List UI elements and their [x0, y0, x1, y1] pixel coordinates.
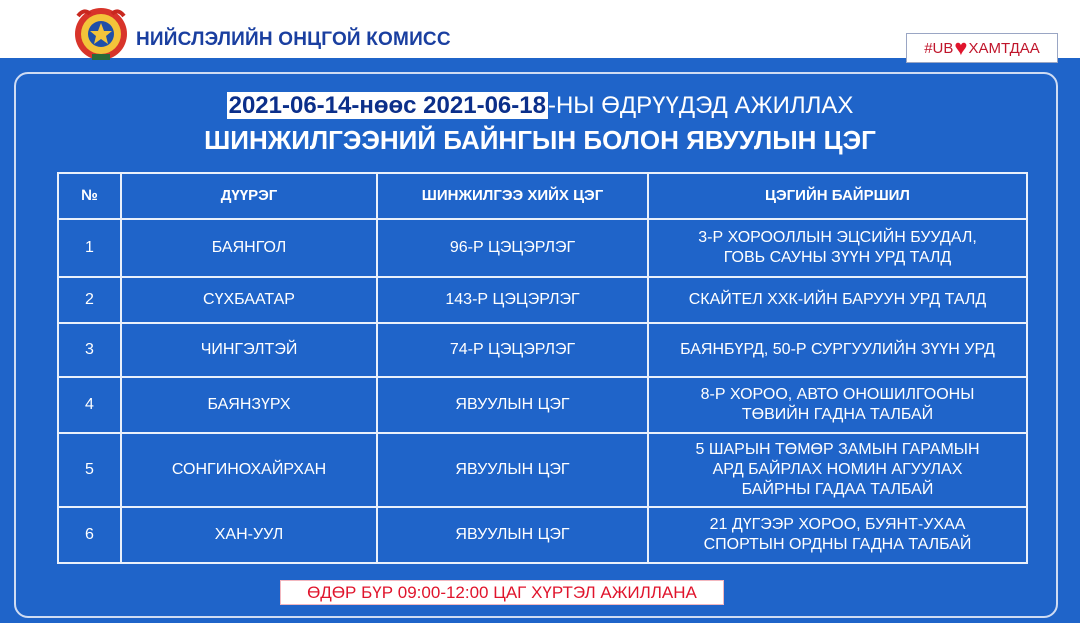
- state-emblem-icon: [72, 4, 130, 64]
- row-number: 1: [58, 219, 121, 277]
- row-district: СҮХБААТАР: [121, 277, 377, 323]
- header-district: ДҮҮРЭГ: [121, 173, 377, 219]
- hashtag-suffix: ХАМТДАА: [968, 39, 1040, 57]
- date-range: 2021-06-14-нөөс 2021-06-18: [228, 92, 546, 119]
- row-number: 2: [58, 277, 121, 323]
- row-location: [648, 219, 1027, 277]
- row-location: [648, 377, 1027, 433]
- row-location: [648, 507, 1027, 563]
- row-number: 4: [58, 377, 121, 433]
- location-line: АРД БАЙРЛАХ НОМИН АГУУЛАХ: [712, 461, 963, 478]
- row-location: [648, 277, 1027, 323]
- page-title-line1: [0, 92, 1080, 120]
- location-line: 3-Р ХОРООЛЛЫН ЭЦСИЙН БУУДАЛ,: [698, 229, 977, 246]
- row-number: 3: [58, 323, 121, 377]
- page-title-line2: ШИНЖИЛГЭЭНИЙ БАЙНГЫН БОЛОН ЯВУУЛЫН ЦЭГ: [204, 125, 876, 155]
- hashtag-prefix: #UB: [924, 39, 954, 57]
- top-bar: [0, 0, 1080, 58]
- location-line: БАЯНБҮРД, 50-Р СУРГУУЛИЙН ЗҮҮН УРД: [680, 341, 995, 358]
- location-line: БАЙРНЫ ГАДАА ТАЛБАЙ: [741, 481, 934, 498]
- row-test-point: ЯВУУЛЫН ЦЭГ: [377, 377, 648, 433]
- working-hours-note: ӨДӨР БҮР 09:00-12:00 ЦАГ ХҮРТЭЛ АЖИЛЛАНА: [280, 580, 724, 605]
- row-test-point: 96-Р ЦЭЦЭРЛЭГ: [377, 219, 648, 277]
- row-test-point: 143-Р ЦЭЦЭРЛЭГ: [377, 277, 648, 323]
- location-line: ГОВЬ САУНЫ ЗҮҮН УРД ТАЛД: [723, 249, 952, 266]
- row-test-point: ЯВУУЛЫН ЦЭГ: [377, 433, 648, 507]
- location-line: 21 ДҮГЭЭР ХОРОО, БУЯНТ-УХАА: [709, 516, 966, 533]
- row-test-point: 74-Р ЦЭЦЭРЛЭГ: [377, 323, 648, 377]
- row-district: ХАН-УУЛ: [121, 507, 377, 563]
- hashtag-badge: [906, 33, 1058, 63]
- table-row: [58, 323, 1027, 377]
- header-location: ЦЭГИЙН БАЙРШИЛ: [648, 173, 1027, 219]
- table-row: [58, 433, 1027, 507]
- row-district: ЧИНГЭЛТЭЙ: [121, 323, 377, 377]
- location-line: ТӨВИЙН ГАДНА ТАЛБАЙ: [741, 406, 934, 423]
- location-line: 5 ШАРЫН ТӨМӨР ЗАМЫН ГАРАМЫН: [695, 441, 980, 458]
- row-district: СОНГИНОХАЙРХАН: [121, 433, 377, 507]
- location-line: СПОРТЫН ОРДНЫ ГАДНА ТАЛБАЙ: [703, 536, 972, 553]
- header-number: №: [58, 173, 121, 219]
- row-test-point: ЯВУУЛЫН ЦЭГ: [377, 507, 648, 563]
- row-district: БАЯНГОЛ: [121, 219, 377, 277]
- location-line: СКАЙТЕЛ ХХК-ИЙН БАРУУН УРД ТАЛД: [688, 291, 987, 308]
- table-row: [58, 507, 1027, 563]
- table-row: [58, 219, 1027, 277]
- heart-icon: ♥: [954, 35, 968, 60]
- row-number: 5: [58, 433, 121, 507]
- row-location: [648, 433, 1027, 507]
- header-test-point: ШИНЖИЛГЭЭ ХИЙХ ЦЭГ: [377, 173, 648, 219]
- table-row: [58, 377, 1027, 433]
- table-header-row: [58, 173, 1027, 219]
- table-row: [58, 277, 1027, 323]
- title-line1-rest: -НЫ ӨДРҮҮДЭД АЖИЛЛАХ: [547, 92, 854, 119]
- location-line: 8-Р ХОРОО, АВТО ОНОШИЛГООНЫ: [700, 386, 975, 403]
- row-district: БАЯНЗҮРХ: [121, 377, 377, 433]
- row-location: [648, 323, 1027, 377]
- row-number: 6: [58, 507, 121, 563]
- org-title: НИЙСЛЭЛИЙН ОНЦГОЙ КОМИСС: [136, 29, 451, 50]
- testing-points-table: [57, 172, 1028, 564]
